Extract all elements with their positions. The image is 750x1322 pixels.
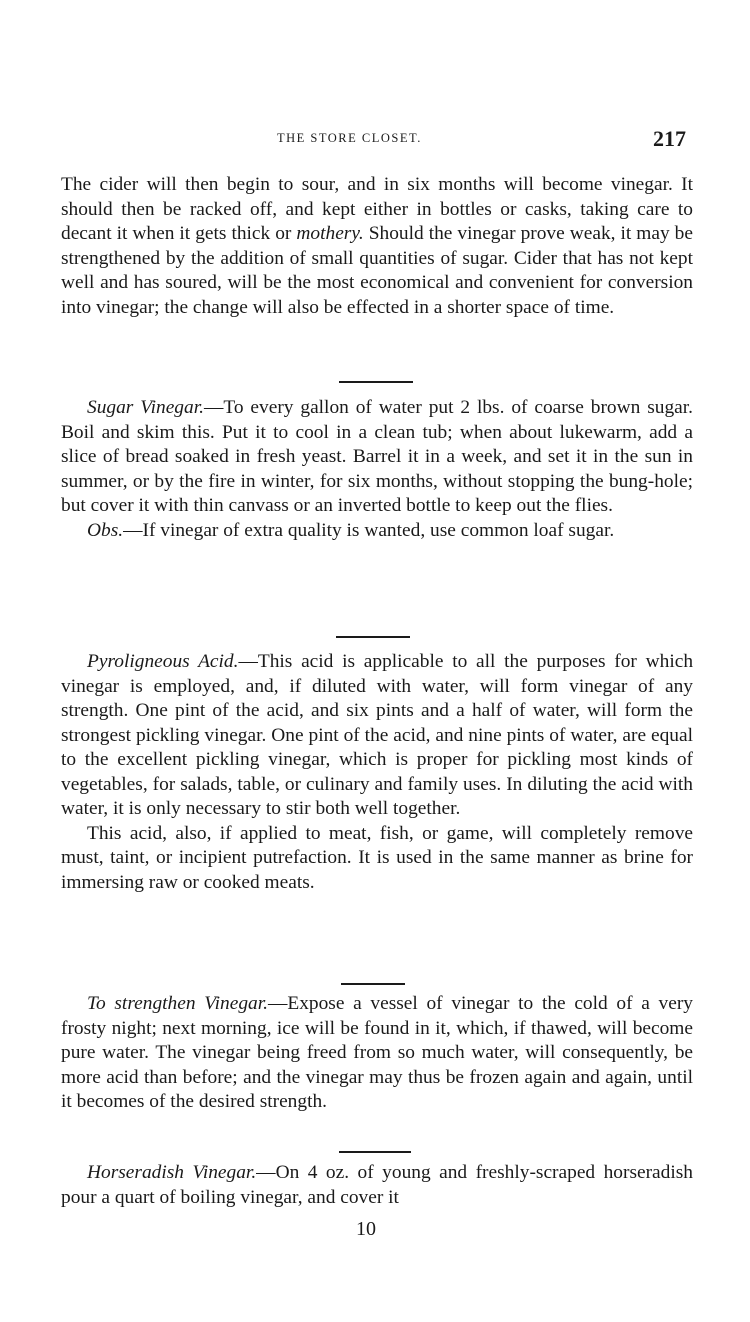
strengthen-vinegar-heading: To strengthen Vinegar.: [87, 993, 268, 1014]
sugar-vinegar-section: [61, 396, 693, 543]
pyroligneous-acid-section: [61, 650, 693, 895]
obs-heading: Obs.: [87, 519, 124, 541]
sugar-vinegar-heading: Sugar Vinegar.: [87, 397, 204, 418]
section-divider: [336, 636, 410, 638]
pyroligneous-acid-heading: Pyroligneous Acid.: [87, 651, 239, 672]
section-divider: [339, 1151, 411, 1153]
pyroligneous-cont-text: This acid, also, if applied to meat, fish, or game, will completely remove must, taint, or incipient putrefaction. It is used in the same manner as brine for immersing raw or cooked meats.: [61, 822, 693, 893]
pyroligneous-acid-text: —This acid is applicable to all the purposes for which vinegar is employed, and, if diluted with water, will form vinegar of any strength. One pint of the acid, and six pints and a half of water, will form the strongest pickling vinegar. One pint of the acid, and nine pints of water, are equal to the excellent pickling vinegar, which is proper for pickling most kinds of vegetables, for salads, table, or culinary and family uses. In diluting the acid with water, it is only necessary to stir both well together.: [61, 651, 694, 819]
strengthen-vinegar-text: —Expose a vessel of vinegar to the cold of a very frosty night; next morning, ice will be found in it, which, if thawed, will become pure water. The vinegar being freed from so much water, will consequently, be more acid than before; and the vinegar may thus be frozen again and again, until it becomes of the desired strength.: [61, 993, 693, 1112]
page-number: 217: [653, 126, 686, 151]
horseradish-vinegar-section: [61, 1161, 693, 1210]
horseradish-vinegar-text: —On 4 oz. of young and freshly-scraped horseradish pour a quart of boiling vinegar, and cover it: [61, 1162, 693, 1208]
horseradish-vinegar-heading: Horseradish Vinegar.: [87, 1162, 257, 1183]
sugar-vinegar-text: —To every gallon of water put 2 lbs. of coarse brown sugar. Boil and skim this. Put it to cool in a clean tub; when about lukewarm, add a slice of bread soaked in fresh yeast. Barrel it in a week, and set it in the sun in summer, or by the fire in winter, for six months, without stopping the bung-hole; but cover it with thin canvass or an inverted bottle to keep out the flies.: [61, 397, 693, 516]
intro-text: The cider will then begin to sour, and in six months will become vinegar. It should then be racked off, and kept either in bottles or casks, taking care to decant it when it gets thick or: [61, 174, 693, 244]
signature-mark: 10: [356, 1218, 376, 1240]
intro-emphasis: mothery.: [296, 223, 364, 244]
section-divider: [339, 381, 413, 383]
intro-text-after: Should the vinegar prove weak, it may be strengthened by the addition of small quantities of sugar. Cider that has not kept well and has soured, will be the most economical and convenient for conversion into vinegar; the change will also be effected in a shorter space of time.: [61, 223, 693, 318]
section-divider: [341, 983, 405, 985]
running-title: THE STORE CLOSET.: [277, 131, 422, 145]
obs-text: —If vinegar of extra quality is wanted, use common loaf sugar.: [123, 519, 615, 541]
intro-paragraph: [61, 173, 693, 320]
strengthen-vinegar-section: [61, 992, 693, 1115]
